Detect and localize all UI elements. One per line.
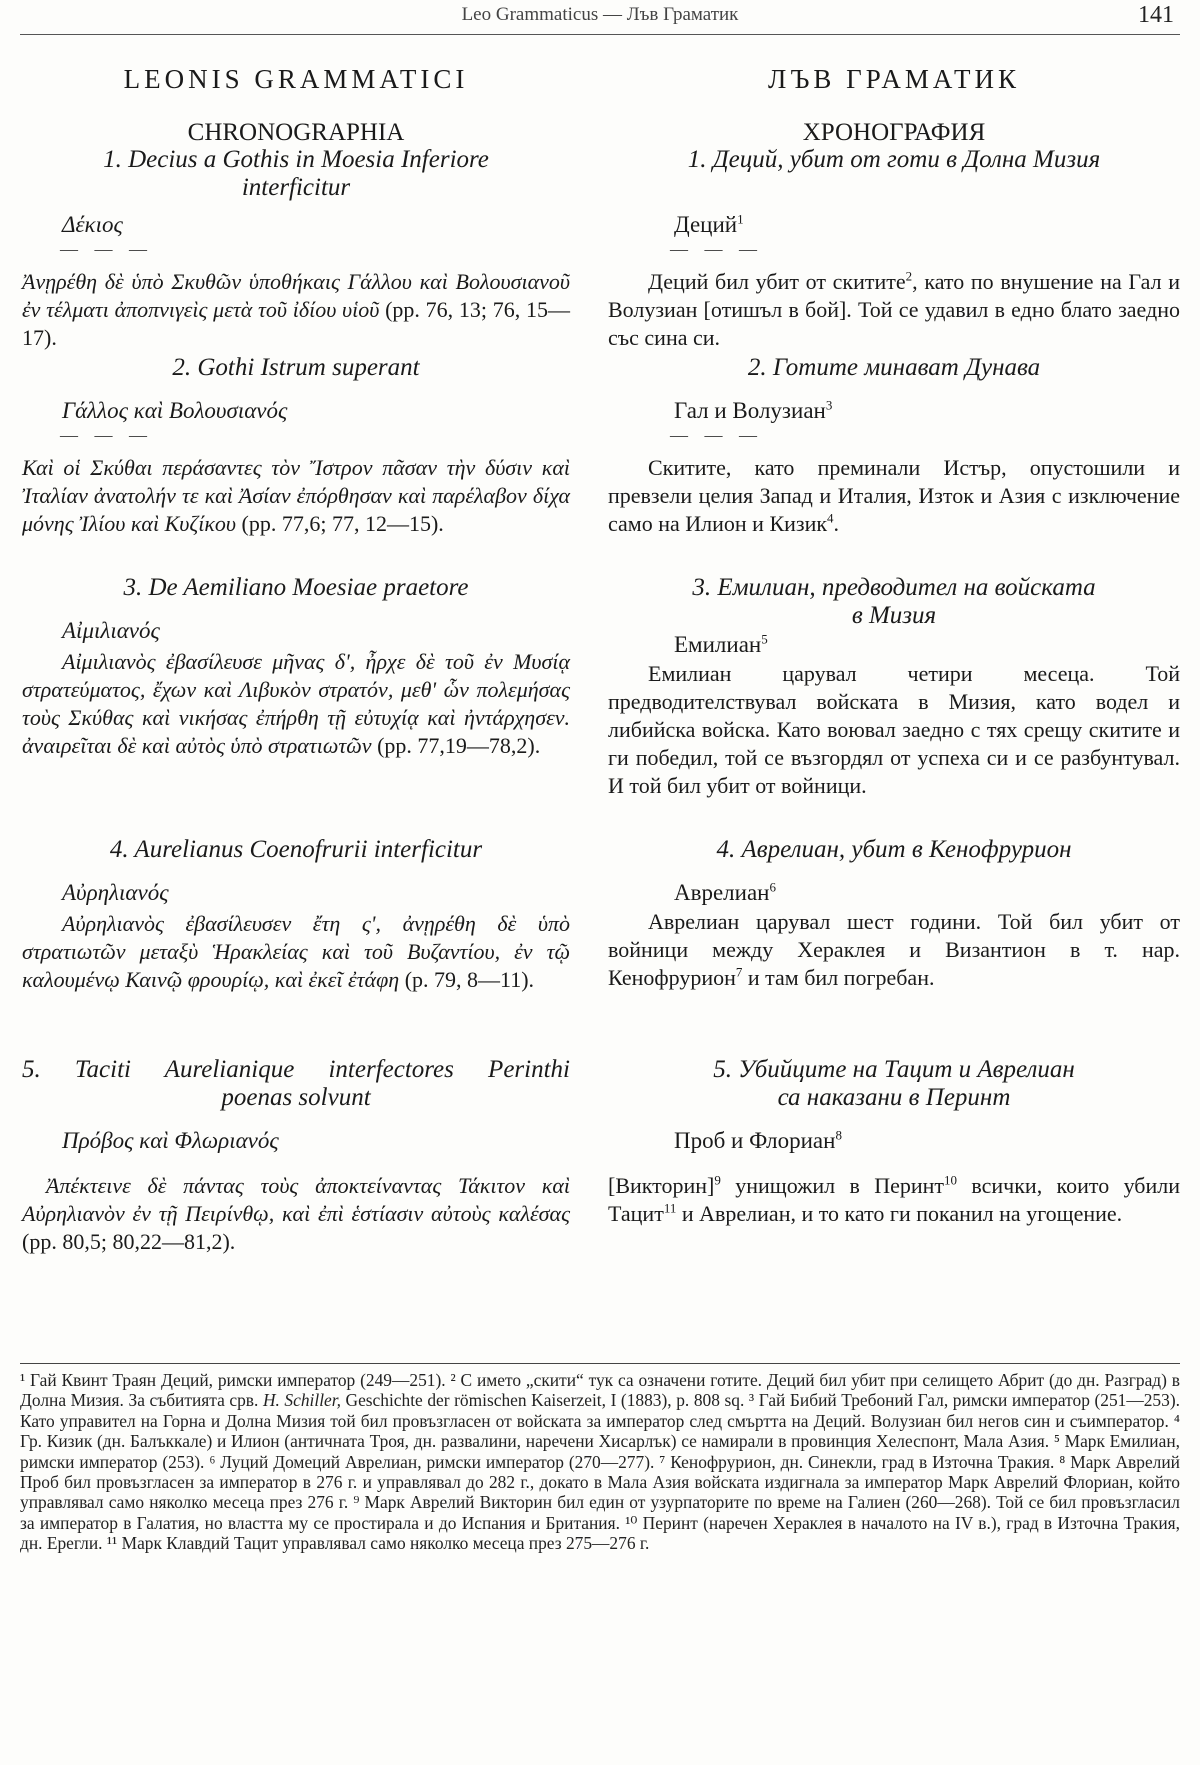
footnote-ref: 5 — [761, 631, 768, 647]
text-part: всички, които убили Тацит — [608, 1173, 1181, 1226]
greek-passage: Αἰμιλιανὸς ἐβασίλευσε μῆνας δ', ἦρχε δὲ τοῦ ἐν Μυσίᾳ στρατεύματος, ἔχων καὶ Λιβυκὸν στρατόν, μεθ' ὧν πολεμήσας τοὺς Σκύθας καὶ νικήσας ἐπήρθη τῇ εὐτυχίᾳ καὶ ἠντάρχησεν. ἀναιρεῖται δὲ καὶ αὐτὸς ὑπὸ στρατιωτῶν — [22, 649, 570, 758]
text-part: Скитите, като преминали Истър, опустошили и превзели целия Запад и Италия, Изток и Азия с изключение само на Илион и Кизик — [608, 455, 1180, 536]
section-heading: 4. Aurelianus Coenofrurii interficitur — [109, 836, 483, 863]
dash-separator: — — — — [670, 425, 763, 445]
section-text — [22, 268, 570, 352]
section-text — [22, 1172, 570, 1256]
section-heading: 2. Готите минават Дунава — [747, 354, 1041, 381]
section-subject — [608, 210, 1180, 240]
footnote-9: ⁹ Марк Аврелий Викторин бил един от узурпаторите по време на Галиен (260—268). Той се бил провъзгласил за император в Галатия, но властта му се простирала и до Испания и Британия. — [20, 1492, 1180, 1533]
greek-passage: Καὶ οἱ Σκύθαι περάσαντες τὸν Ἴστρον πᾶσαν τὴν δύσιν καὶ Ἰταλίαν ἀνατολήν τε καὶ Ἀσίαν ἐπόρθησαν καὶ παρέλαβον δίχα μόνης Ἰλίου καὶ Κυζίκου — [22, 455, 570, 536]
section-heading-cont: interficitur — [241, 174, 351, 201]
greek-section-1 — [22, 146, 570, 352]
section-heading: 3. Емилиан, предводител на войската — [692, 574, 1096, 601]
section-heading: 1. Decius a Gothis in Moesia Inferiore — [103, 146, 489, 173]
footnotes — [20, 1363, 1180, 1554]
page-reference: (pp. 76, 13; 76, 15—17). — [22, 297, 570, 350]
text-part: Аврелиан царувал шест години. Той бил убит от войници между Хераклея и Византион в т. нар. Кенофрурион — [608, 909, 1180, 990]
running-head — [20, 0, 1180, 35]
running-title: Leo Grammaticus — Лъв Граматик — [461, 4, 739, 25]
subject-name: Емилиан — [674, 632, 762, 657]
page-reference: (pp. 77,19—78,2). — [377, 733, 541, 758]
dash-separator: — — — — [60, 425, 153, 445]
section-subject — [608, 878, 1180, 908]
section-text — [608, 660, 1180, 800]
footnote-ref: 11 — [663, 1200, 677, 1216]
section-subject: Γάλλος καὶ Βολουσιανός — [62, 398, 288, 423]
greek-section-4 — [22, 836, 570, 994]
footnote-ref: 9 — [714, 1172, 721, 1188]
section-heading-cont: poenas solvunt — [221, 1084, 371, 1111]
section-heading-cont: в Мизия — [851, 602, 937, 629]
section-text — [608, 268, 1180, 352]
section-subject — [608, 630, 1180, 660]
footnote-2-rest: Geschichte der römischen Kaiserzeit, I (1883), p. 808 sq. — [345, 1390, 745, 1411]
greek-section-3 — [22, 574, 570, 760]
footnote-11: ¹¹ Марк Клавдий Тацит управлявал само няколко месеца през 275—276 г. — [106, 1533, 650, 1554]
section-heading: 2. Gothi Istrum superant — [172, 354, 420, 381]
page-reference: (p. 79, 8—11). — [404, 967, 535, 992]
footnote-ref: 4 — [827, 510, 834, 526]
greek-section-5 — [22, 1056, 570, 1256]
footnote-ref: 7 — [735, 964, 743, 980]
footnote-ref: 2 — [905, 268, 913, 284]
footnote-2: ² С името „скити“ тук са означени готите. Деций бил убит при селището Абрит (до дн. Разград) в Долна Мизия. За събитията срв. — [20, 1370, 1180, 1411]
section-heading: 5. Taciti Aurelianique interfectores Perinthi — [22, 1056, 570, 1083]
section-text — [608, 1172, 1180, 1228]
bulgarian-section-1 — [608, 146, 1180, 352]
text-part: и Аврелиан, и то като ги поканил на угощение. — [676, 1201, 1123, 1226]
section-heading-cont: са наказани в Перинт — [777, 1084, 1011, 1111]
section-text — [22, 454, 570, 538]
footnote-ref: 6 — [769, 879, 776, 895]
footnote-1: ¹ Гай Квинт Траян Деций, римски император (249—251). — [20, 1370, 446, 1390]
greek-passage: Αὐρηλιανὸς ἐβασίλευσεν ἔτη ς', ἀνῃρέθη δὲ ὑπὸ στρατιωτῶν μεταξὺ Ἡρακλείας καὶ τοῦ Βυζαντίου, ἐν τῷ καλουμένῳ Καινῷ φρουρίῳ, καὶ ἐκεῖ ἐτάφη — [22, 911, 570, 992]
greek-section-2 — [22, 354, 570, 538]
bulgarian-section-3 — [608, 574, 1180, 800]
work-author-latin: LEONIS GRAMMATICI — [123, 64, 469, 94]
section-subject: Αὐρηλιανός — [62, 880, 169, 905]
page-reference: (pp. 80,5; 80,22—81,2). — [22, 1229, 236, 1254]
text-part: и там бил погребан. — [742, 965, 935, 990]
bulgarian-section-4 — [608, 836, 1180, 992]
subject-name: Проб и Флориан — [674, 1128, 836, 1153]
text-part: [Викторин] — [608, 1173, 715, 1198]
page-reference: (pp. 77,6; 77, 12—15). — [241, 511, 444, 536]
section-heading: 4. Аврелиан, убит в Кенофрурион — [716, 836, 1072, 863]
subject-name: Аврелиан — [674, 880, 770, 905]
greek-passage: Ἀπέκτεινε δὲ πάντας τοὺς ἀποκτείναντας Τάκιτον καὶ Αὐρηλιανὸν ἐν τῇ Πειρίνθῳ, καὶ ἐπὶ ἑστίασιν αὐτοὺς καλέσας — [22, 1173, 570, 1226]
footnote-ref: 1 — [737, 211, 744, 227]
dash-separator: — — — — [60, 239, 153, 259]
section-text — [22, 910, 570, 994]
footnote-5: ⁵ Марк Емилиан, римски император (253). — [20, 1431, 1180, 1472]
greek-passage: Ἀνῃρέθη δὲ ὑπὸ Σκυθῶν ὑποθήκαις Γάλλου καὶ Βολουσιανοῦ ἐν τέλματι ἀποπνιγεὶς μετὰ τοῦ ἰδίου υἱοῦ — [22, 269, 570, 322]
work-title-bulgarian: ХРОНОГРАФИЯ — [802, 119, 986, 146]
section-subject — [608, 1126, 1180, 1156]
subject-name: Гал и Волузиан — [674, 398, 826, 423]
text-part: Емилиан царувал четири месеца. Той предводителствувал войската в Мизия, като водел и либийска войска. Като воювал заедно с тях срещу скитите и ги победил, той се възгордял от успеха си и се разбунтувал. И той бил убит от войници. — [608, 661, 1180, 798]
footnote-ref: 8 — [835, 1127, 842, 1143]
footnote-3: ³ Гай Бибий Требоний Гал, римски император (251—253). Като управител на Горна и Долна Мизия той бил провъзгласен от войската за император след смъртта на Деций. Волузиан бил негов син и съимператор. — [20, 1390, 1180, 1431]
section-subject — [608, 396, 1180, 426]
section-subject: Αἰμιλιανός — [62, 618, 160, 643]
footnote-8: ⁸ Марк Аврелий Проб бил провъзгласен за император в 276 г. и управлявал до 282 г., докато в Мала Азия войската издигнала за император Марк Аврелий Флориан, който управлявал само няколко месеца през 276 г. — [20, 1451, 1180, 1513]
footnote-7: ⁷ Кенофрурион, дн. Синекли, град в Източна Тракия. — [659, 1451, 1055, 1472]
greek-column — [22, 56, 570, 1254]
footnote-ref: 10 — [944, 1172, 958, 1188]
section-text — [608, 454, 1180, 538]
bulgarian-column — [608, 56, 1181, 1226]
section-heading: 5. Убийците на Тацит и Аврелиан — [713, 1056, 1075, 1083]
subject-name: Деций — [674, 212, 738, 237]
text-part: унищожил в Перинт — [720, 1173, 945, 1198]
dash-separator: — — — — [670, 239, 763, 259]
section-heading: 3. De Aemiliano Moesiae praetore — [123, 574, 469, 601]
text-part: Деций бил убит от скитите — [648, 269, 906, 294]
footnote-ref: 3 — [825, 397, 833, 413]
footnote-6: ⁶ Луций Домеций Аврелиан, римски император (270—277). — [209, 1451, 655, 1472]
text-part: . — [833, 511, 840, 536]
bulgarian-section-5 — [608, 1056, 1180, 1228]
work-author-bulgarian: ЛЪВ ГРАМАТИК — [768, 64, 1020, 94]
section-text — [608, 908, 1180, 992]
section-subject: Πρόβος καὶ Φλωριανός — [62, 1128, 279, 1153]
text-part: , като по внушение на Гал и Волузиан [отишъл в бой]. Той се удавил в едно блато заедно със сина си. — [608, 269, 1180, 350]
footnote-4: ⁴ Гр. Кизик (дн. Балъккале) и Илион (античната Троя, дн. развалини, наречени Хисарлък) се намирали в провинция Хелеспонт, Мала Азия. — [20, 1410, 1180, 1452]
footnote-10: ¹⁰ Перинт (наречен Хераклея в началото на IV в.), град в Източна Тракия, дн. Ерегли. — [20, 1512, 1180, 1554]
section-subject: Δέκιος — [62, 212, 123, 237]
bulgarian-section-2 — [608, 354, 1180, 538]
work-title-latin: CHRONOGRAPHIA — [187, 119, 405, 146]
section-heading: 1. Деций, убит от готи в Долна Мизия — [687, 146, 1101, 173]
page-number: 141 — [1138, 2, 1174, 28]
footnote-2-author: H. Schiller, — [262, 1390, 341, 1411]
section-text — [22, 648, 570, 760]
